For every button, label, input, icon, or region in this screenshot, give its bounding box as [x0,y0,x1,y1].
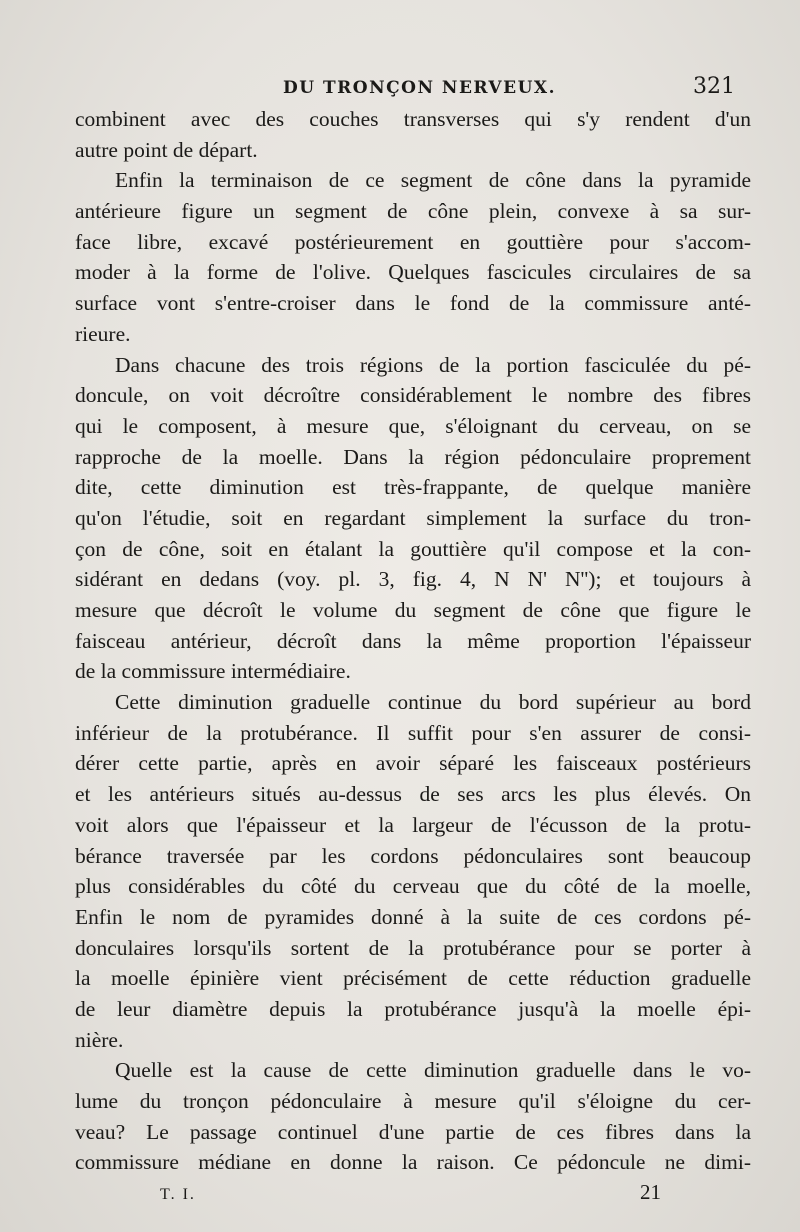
text-line: antérieure figure un segment de cône plein, convexe à sa sur- [75,199,751,224]
text-line: çon de cône, soit en étalant la gouttière qu'il compose et la con- [75,536,751,561]
text-line: dite, cette diminution est très-frappante, de quelque manière [75,475,751,500]
text-line: voit alors que l'épaisseur et la largeur de l'écusson de la protu- [75,812,751,837]
page-footer [0,1180,800,1210]
text-line: moder à la forme de l'olive. Quelques fascicules circulaires de sa [75,260,751,285]
text-line: lume du tronçon pédonculaire à mesure qu'il s'éloigne du cer- [75,1089,751,1113]
text-line: mesure que décroît le volume du segment de cône que figure le [75,598,751,622]
running-title: DU TRONÇON NERVEUX. [283,78,557,98]
text-line: de la commissure intermédiaire. [75,659,351,684]
text-line: Dans chacune des trois régions de la portion fasciculée du pé- [115,352,751,377]
text-line: inférieur de la protubérance. Il suffit pour s'en assurer de consi- [75,720,751,745]
page-number: 321 [693,74,735,99]
text-line: commissure médiane en donne la raison. Ce pédoncule ne dimi- [75,1150,751,1175]
text-line: sidérant en dedans (voy. pl. 3, fig. 4, N N' N''); et toujours à [75,567,751,592]
text-line: la moelle épinière vient précisément de cette réduction graduelle [75,966,751,991]
text-line: autre point de départ. [75,137,258,162]
text-line: Enfin la terminaison de ce segment de cône dans la pyramide [115,168,751,193]
text-line: faisceau antérieur, décroît dans la même proportion l'épaisseur [75,628,751,653]
text-line: Enfin le nom de pyramides donné à la suite de ces cordons pé- [75,904,751,929]
text-line: Quelle est la cause de cette diminution graduelle dans le vo- [115,1058,751,1083]
text-line: doncule, on voit décroître considérablement le nombre des fibres [75,383,751,408]
text-line: rapproche de la moelle. Dans la région pédonculaire proprement [75,444,751,469]
body-text [75,104,751,1178]
sheet-number: 21 [640,1180,661,1204]
text-line: surface vont s'entre-croiser dans le fond de la commissure anté- [75,291,751,316]
page-header [0,74,800,104]
text-line: Cette diminution graduelle continue du bord supérieur au bord [115,690,751,715]
text-line: combinent avec des couches transverses qui s'y rendent d'un [75,107,751,131]
text-line: rieure. [75,321,131,346]
text-line: plus considérables du côté du cerveau que du côté de la moelle, [75,874,751,899]
text-line: nière. [75,1027,124,1052]
text-line: qu'on l'étudie, soit en regardant simplement la surface du tron- [75,505,751,530]
text-line: de leur diamètre depuis la protubérance jusqu'à la moelle épi- [75,996,751,1021]
text-line: qui le composent, à mesure que, s'éloignant du cerveau, on se [75,413,751,438]
text-line: face libre, excavé postérieurement en gouttière pour s'accom- [75,229,751,254]
text-line: veau? Le passage continuel d'une partie de ces fibres dans la [75,1119,751,1144]
signature-mark: T. I. [160,1186,196,1203]
text-line: donculaires lorsqu'ils sortent de la protubérance pour se porter à [75,935,751,960]
text-line: dérer cette partie, après en avoir séparé les faisceaux postérieurs [75,751,751,776]
text-line: bérance traversée par les cordons pédonculaires sont beaucoup [75,843,751,868]
text-line: et les antérieurs situés au-dessus de ses arcs les plus élevés. On [75,782,751,807]
